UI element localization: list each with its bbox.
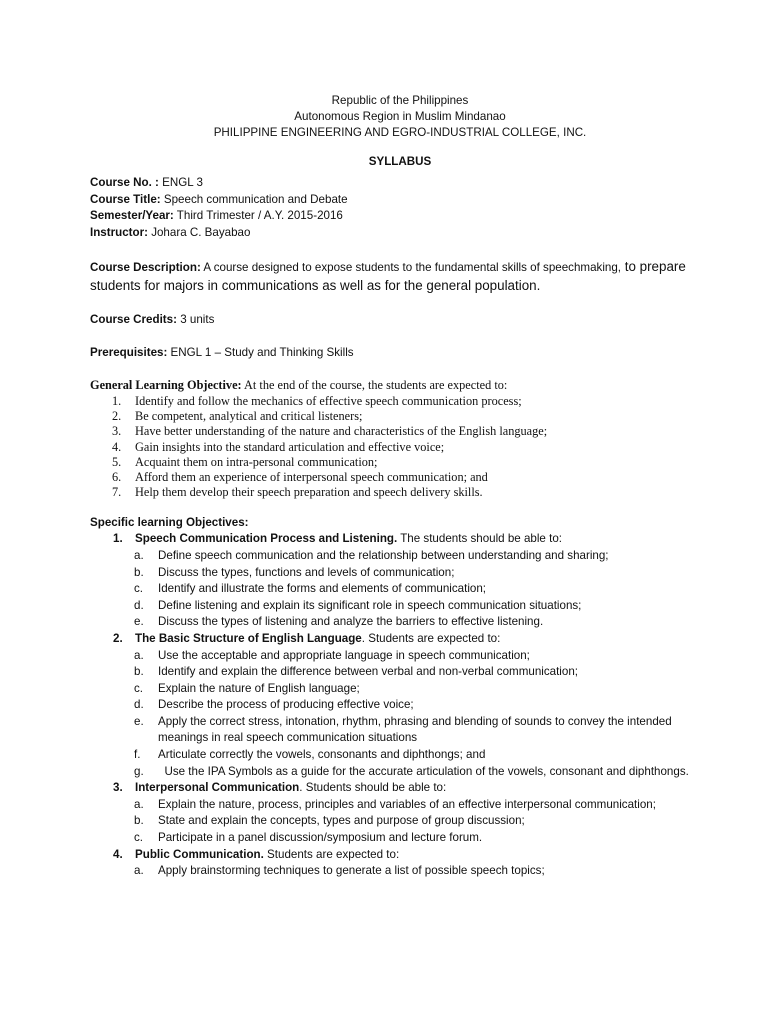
list-item — [90, 470, 710, 485]
general-label: General Learning Objective: — [90, 378, 242, 393]
sub-text: Explain the nature, process, principles and variables of an effective interpersonal communication; — [158, 797, 656, 811]
list-number: 7. — [112, 485, 122, 500]
credits-label: Course Credits: — [90, 313, 177, 327]
topic-intro: The students should be able to: — [397, 532, 562, 546]
sub-text: Articulate correctly the vowels, consonants and diphthongs; and — [158, 748, 486, 762]
course-no-value: ENGL 3 — [158, 176, 203, 189]
instructor-value: Johara C. Bayabao — [147, 225, 251, 239]
topic-title: The Basic Structure of English Language — [135, 631, 362, 645]
list-item — [90, 485, 710, 500]
topic-intro: . Students are expected to: — [361, 631, 501, 645]
semester-row — [90, 208, 710, 225]
sub-text: Discuss the types, functions and levels of communication; — [158, 565, 455, 579]
sub-letter: c. — [134, 831, 144, 845]
course-title-row — [90, 192, 710, 209]
sub-letter: g. — [134, 764, 144, 778]
semester-value: Third Trimester / A.Y. 2015-2016 — [173, 209, 343, 223]
sub-item — [90, 598, 710, 615]
sub-letter: a. — [134, 648, 144, 662]
sub-item — [90, 764, 710, 781]
description-text-continued: to prepare students for majors in communications as well as for the general population. — [90, 259, 686, 294]
sub-item — [90, 681, 710, 698]
sub-letter: d. — [134, 698, 144, 712]
sub-item — [90, 565, 710, 582]
list-text: Acquaint them on intra-personal communication; — [135, 454, 378, 469]
course-title-label: Course Title: — [90, 192, 161, 206]
sub-letter: a. — [134, 864, 144, 878]
sub-item — [90, 548, 710, 565]
topic-number: 3. — [113, 781, 123, 795]
instructor-label: Instructor: — [90, 225, 148, 239]
general-objectives-heading — [90, 378, 710, 393]
topic-title: Speech Communication Process and Listening. — [135, 532, 398, 546]
specific-objectives — [90, 515, 710, 880]
course-credits — [90, 312, 710, 328]
sub-text: Use the IPA Symbols as a guide for the accurate articulation of the vowels, consonant and diphthongs. — [158, 764, 689, 778]
topic-title: Public Communication. — [135, 847, 264, 861]
sub-letter: a. — [134, 797, 144, 811]
course-no-row — [90, 175, 710, 192]
sub-letter: c. — [134, 681, 144, 695]
list-number: 3. — [112, 424, 122, 439]
document-header — [90, 93, 710, 141]
list-text: Identify and follow the mechanics of effective speech communication process; — [135, 393, 522, 408]
general-objectives-list — [90, 394, 710, 501]
sub-item — [90, 581, 710, 598]
topic-item — [90, 631, 710, 648]
sub-text: Define listening and explain its significant role in speech communication situations; — [158, 598, 582, 612]
list-item — [90, 440, 710, 455]
credits-value: 3 units — [176, 313, 215, 327]
sub-letter: e. — [134, 714, 144, 728]
course-info — [90, 175, 710, 241]
prerequisites-label: Prerequisites: — [90, 346, 168, 360]
prerequisites-value: ENGL 1 – Study and Thinking Skills — [167, 346, 354, 360]
sub-letter: c. — [134, 582, 144, 596]
sub-text: Participate in a panel discussion/symposium and lecture forum. — [158, 831, 483, 845]
list-number: 1. — [112, 393, 122, 408]
sub-text: Apply the correct stress, intonation, rhythm, phrasing and blending of sounds to convey the intended meanings in real speech communication situations — [158, 714, 672, 745]
sub-text: Define speech communication and the relationship between understanding and sharing; — [158, 548, 609, 562]
list-text: Help them develop their speech preparation and speech delivery skills. — [135, 485, 483, 500]
sub-item — [90, 614, 710, 631]
topic-number: 4. — [113, 847, 123, 861]
list-number: 5. — [112, 454, 122, 469]
sub-item — [90, 697, 710, 714]
sub-letter: b. — [134, 665, 144, 679]
instructor-row — [90, 225, 710, 242]
topic-intro: . Students should be able to: — [299, 781, 447, 795]
topic-title: Interpersonal Communication — [135, 781, 300, 795]
sub-letter: a. — [134, 548, 144, 562]
list-number: 2. — [112, 408, 122, 423]
topic-item — [90, 847, 710, 864]
sub-letter: f. — [134, 748, 141, 762]
prerequisites — [90, 345, 710, 361]
topic-item — [90, 531, 710, 548]
sub-text: Use the acceptable and appropriate language in speech communication; — [158, 648, 530, 662]
sub-item — [90, 813, 710, 830]
sub-item — [90, 664, 710, 681]
topic-number: 1. — [113, 532, 123, 546]
sub-item — [90, 830, 710, 847]
sub-item — [90, 863, 710, 880]
course-no-label: Course No. : — [90, 176, 159, 189]
sub-text: Explain the nature of English language; — [158, 681, 360, 695]
topic-number: 2. — [113, 631, 123, 645]
sub-text: Describe the process of producing effective voice; — [158, 698, 414, 712]
header-republic: Republic of the Philippines — [331, 94, 469, 107]
general-objectives — [90, 378, 710, 500]
syllabus-page — [90, 93, 710, 880]
header-college: PHILIPPINE ENGINEERING AND EGRO-INDUSTRIAL COLLEGE, INC. — [213, 126, 587, 139]
course-title-value: Speech communication and Debate — [160, 192, 348, 206]
topic-intro: Students are expected to: — [263, 847, 400, 861]
list-number: 4. — [112, 439, 122, 454]
list-item — [90, 409, 710, 424]
header-region: Autonomous Region in Muslim Mindanao — [294, 110, 506, 123]
sub-item — [90, 648, 710, 665]
sub-text: State and explain the concepts, types and purpose of group discussion; — [158, 814, 525, 828]
list-text: Have better understanding of the nature and characteristics of the English language; — [135, 424, 548, 439]
description-text: A course designed to expose students to the fundamental skills of speechmaking, — [200, 261, 622, 275]
sub-text: Discuss the types of listening and analyze the barriers to effective listening. — [158, 615, 544, 629]
specific-objectives-heading: Specific learning Objectives: — [90, 515, 249, 529]
list-text: Afford them an experience of interpersonal speech communication; and — [135, 470, 488, 485]
syllabus-title: SYLLABUS — [368, 155, 432, 168]
sub-letter: b. — [134, 814, 144, 828]
general-intro: At the end of the course, the students are expected to: — [241, 378, 508, 393]
description-label: Course Description: — [90, 261, 201, 275]
sub-letter: d. — [134, 598, 144, 612]
list-text: Be competent, analytical and critical listeners; — [135, 408, 363, 423]
list-text: Gain insights into the standard articulation and effective voice; — [135, 439, 445, 454]
sub-item — [90, 747, 710, 764]
semester-label: Semester/Year: — [90, 209, 174, 223]
sub-letter: e. — [134, 615, 144, 629]
list-number: 6. — [112, 470, 122, 485]
list-item — [90, 455, 710, 470]
sub-text: Identify and explain the difference between verbal and non-verbal communication; — [158, 665, 579, 679]
course-description — [90, 258, 710, 296]
list-item — [90, 394, 710, 409]
sub-letter: b. — [134, 565, 144, 579]
topic-item — [90, 780, 710, 797]
sub-text: Identify and illustrate the forms and elements of communication; — [158, 582, 487, 596]
list-item — [90, 424, 710, 439]
sub-item — [90, 714, 710, 747]
sub-item — [90, 797, 710, 814]
sub-text: Apply brainstorming techniques to generate a list of possible speech topics; — [158, 864, 545, 878]
